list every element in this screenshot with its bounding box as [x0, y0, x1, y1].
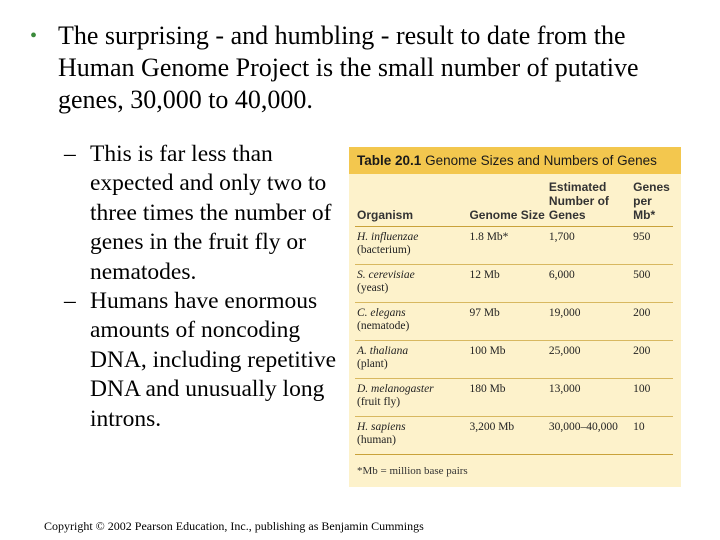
genes-per-mb-cell: 500	[631, 265, 673, 303]
genome-size-cell: 180 Mb	[467, 379, 546, 417]
copyright-text: Copyright © 2002 Pearson Education, Inc., publishing as Benjamin Cummings	[44, 519, 424, 533]
genome-size-cell: 100 Mb	[467, 341, 546, 379]
sub-bullet-text: This is far less than expected and only two to three times the number of genes in the fruit fly or nematodes.	[90, 141, 332, 285]
genes-per-mb-cell: 10	[631, 417, 673, 455]
table-row	[355, 227, 673, 265]
header-genome-size: Genome Size	[467, 180, 546, 227]
table-row	[355, 417, 673, 455]
header-organism: Organism	[355, 180, 467, 227]
genome-size-cell: 3,200 Mb	[467, 417, 546, 455]
organism-cell	[355, 417, 467, 455]
genome-size-cell: 12 Mb	[467, 265, 546, 303]
sub-bullet-item	[64, 287, 344, 434]
table-header-row	[355, 180, 673, 227]
sub-bullet-list	[64, 140, 344, 434]
table-row	[355, 341, 673, 379]
table-row	[355, 303, 673, 341]
genes-per-mb-cell: 950	[631, 227, 673, 265]
genes-per-mb-cell: 200	[631, 341, 673, 379]
dash-marker: –	[64, 141, 76, 167]
table-number: Table 20.1	[357, 153, 422, 168]
organism-cell	[355, 303, 467, 341]
gene-count-cell: 1,700	[547, 227, 631, 265]
genes-per-mb-cell: 100	[631, 379, 673, 417]
table-title	[349, 147, 681, 174]
organism-name: S. cerevisiae	[357, 269, 415, 281]
organism-cell	[355, 341, 467, 379]
genome-table	[355, 180, 673, 455]
organism-name: H. influenzae	[357, 231, 419, 243]
genome-size-cell: 1.8 Mb*	[467, 227, 546, 265]
organism-cell	[355, 227, 467, 265]
organism-name: C. elegans	[357, 307, 406, 319]
organism-cell	[355, 379, 467, 417]
genome-table-figure	[349, 147, 681, 487]
organism-name: D. melanogaster	[357, 383, 434, 395]
table-row	[355, 265, 673, 303]
organism-common-name: (plant)	[357, 358, 388, 370]
genome-size-cell: 97 Mb	[467, 303, 546, 341]
gene-count-cell: 6,000	[547, 265, 631, 303]
organism-name: H. sapiens	[357, 421, 406, 433]
organism-cell	[355, 265, 467, 303]
table-row	[355, 379, 673, 417]
header-genes-per-mb: Genes per Mb*	[631, 180, 673, 227]
table-footnote: *Mb = million base pairs	[357, 465, 468, 477]
dash-marker: –	[64, 288, 76, 315]
organism-common-name: (yeast)	[357, 282, 389, 294]
organism-common-name: (fruit fly)	[357, 396, 401, 408]
genes-per-mb-cell: 200	[631, 303, 673, 341]
main-bullet-text: The surprising - and humbling - result to date from the Human Genome Project is the small number of putative genes, 30,000 to 40,000.	[58, 21, 639, 114]
organism-common-name: (nematode)	[357, 320, 410, 332]
sub-bullet-item	[64, 140, 344, 287]
gene-count-cell: 30,000–40,000	[547, 417, 631, 455]
organism-common-name: (bacterium)	[357, 244, 411, 256]
organism-common-name: (human)	[357, 434, 396, 446]
organism-name: A. thaliana	[357, 345, 409, 357]
gene-count-cell: 13,000	[547, 379, 631, 417]
gene-count-cell: 25,000	[547, 341, 631, 379]
header-estimated-genes: Estimated Number of Genes	[547, 180, 631, 227]
gene-count-cell: 19,000	[547, 303, 631, 341]
table-caption: Genome Sizes and Numbers of Genes	[425, 153, 657, 168]
sub-bullet-text: Humans have enormous amounts of noncoding DNA, including repetitive DNA and unusually long introns.	[90, 288, 337, 432]
bullet-marker: •	[30, 25, 38, 47]
